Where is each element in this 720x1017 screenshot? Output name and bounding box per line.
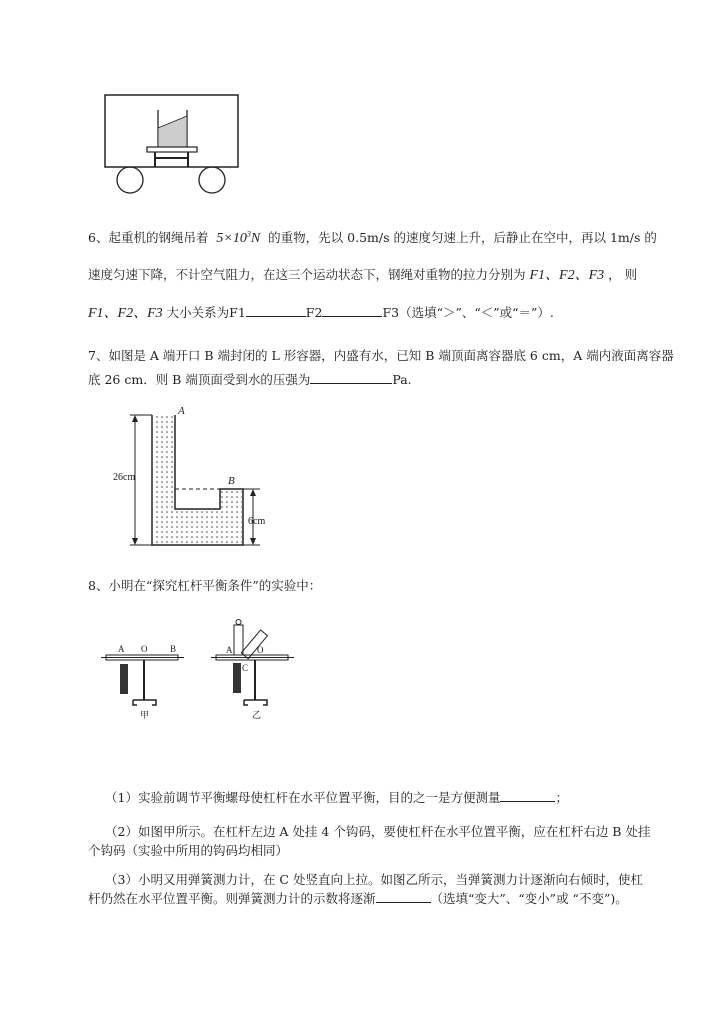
lever-figure-yi (210, 615, 300, 720)
label-a: A (178, 405, 185, 417)
q8-part1: （1）实验前调节平衡螺母使杠杆在水平位置平衡，目的之一是方便测量 ； (105, 790, 568, 805)
label-o: O (257, 645, 264, 655)
label-a: A (226, 645, 233, 655)
lever-figure-jia (100, 640, 190, 720)
q8-part3-line1: （3）小明又用弹簧测力计，在 C 处竖直向上拉。如图乙所示，当弹簧测力计逐渐向右倾时，使杠 (105, 872, 643, 887)
q7-line1: 7、如图是 A 端开口 B 端封闭的 L 形容器，内盛有水，已知 B 端顶面离容器底 6 cm，A 端内液面离容器 (88, 348, 674, 363)
cart-figure (100, 90, 250, 200)
weight-value: $5\times 10^3N$ (216, 229, 261, 246)
q8-part2-line2: 个钩码（实验中所用的钩码均相同） (88, 843, 289, 858)
q6-line3: F1、F2、F3 大小关系为F1 F2 F3（选填“＞”、“＜”或“＝”）. (88, 305, 554, 321)
answer-blank[interactable] (310, 371, 392, 384)
q7-line2: 底 26 cm．则 B 端顶面受到水的压强为 Pa. (88, 372, 412, 387)
answer-blank[interactable] (246, 304, 306, 317)
label-b: B (228, 475, 235, 487)
label-o: O (141, 644, 148, 654)
label-a: A (118, 644, 125, 654)
q8-part3-line2: 杆仍然在水平位置平衡。则弹簧测力计的示数将逐渐 （选填“变大”、“变小”或 “不变”)。 (88, 891, 628, 906)
label-b: B (170, 644, 177, 654)
q6-line1: 6、起重机的钢绳吊着 $5\times 10^3N$ 的重物，先以 0.5m/s 的速度匀速上升，后静止在空中，再以 1m/s 的 (88, 229, 657, 246)
label-yi: 乙 (252, 710, 262, 720)
label-6cm: 6cm (248, 516, 266, 527)
l-container-figure (110, 400, 280, 555)
label-26cm: 26cm (113, 472, 136, 483)
q6-line2: 速度匀速下降，不计空气阻力，在这三个运动状态下，钢绳对重物的拉力分别为 F1、F2、F3 ， 则 (88, 267, 638, 283)
label-c: C (242, 663, 249, 673)
answer-blank[interactable] (322, 304, 382, 317)
q8-part2-line1: （2）如图甲所示。在杠杆左边 A 处挂 4 个钩码，要使杠杆在水平位置平衡，应在杠杆右边 B 处挂 (105, 824, 651, 839)
answer-blank[interactable] (376, 890, 431, 903)
label-jia: 甲 (140, 710, 150, 720)
q8-title: 8、小明在“探究杠杆平衡条件”的实验中： (88, 578, 322, 593)
answer-blank[interactable] (500, 789, 555, 802)
